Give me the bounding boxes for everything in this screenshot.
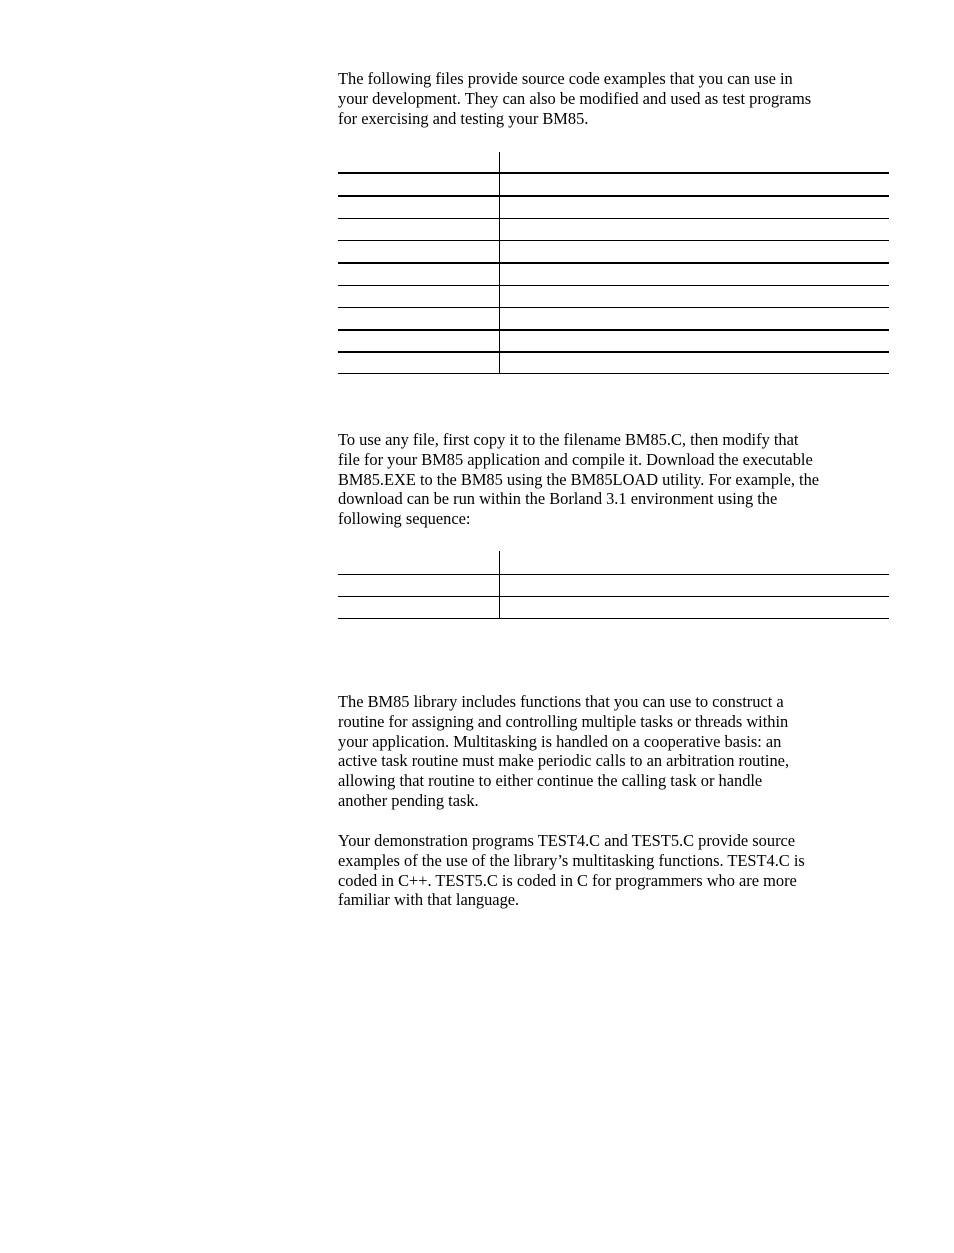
file-table-row-rule (338, 218, 889, 219)
usage-line-3: BM85.EXE to the BM85 using the BM85LOAD utility. For example, the (338, 469, 820, 489)
usage-line-4: download can be run within the Borland 3.1 environment using the (338, 489, 778, 509)
usage-paragraph (338, 430, 898, 529)
file-table-row-rule (338, 329, 889, 331)
intro-line-3: for exercising and testing your BM85. (338, 108, 589, 128)
demo-line-3: coded in C++. TEST5.C is coded in C for programmers who are more (338, 870, 797, 890)
demo-line-4: familiar with that language. (338, 890, 520, 910)
usage-line-1: To use any file, first copy it to the filename BM85.C, then modify that (338, 430, 799, 449)
file-table-row-rule (338, 240, 889, 241)
demo-line-2: examples of the use of the library’s multitasking functions. TEST4.C is (338, 850, 805, 870)
file-table-row-rule (338, 351, 889, 353)
intro-line-2: your development. They can also be modified and used as test programs (338, 88, 812, 108)
demo-paragraph (338, 831, 898, 910)
file-table (338, 152, 889, 374)
sequence-table-column-divider (499, 551, 500, 619)
file-table-row-rule (338, 285, 889, 286)
file-table-header-rule (338, 172, 889, 174)
multitask-paragraph (338, 692, 898, 811)
multitask-line-5: allowing that routine to either continue the calling task or handle (338, 771, 763, 791)
multitask-line-6: another pending task. (338, 790, 479, 810)
file-table-bottom-rule (338, 373, 889, 374)
multitask-line-4: active task routine must make periodic calls to an arbitration routine, (338, 751, 790, 771)
sequence-table-header-rule (338, 574, 889, 575)
multitask-line-2: routine for assigning and controlling multiple tasks or threads within (338, 711, 789, 731)
multitask-line-1: The BM85 library includes functions that you can use to construct a (338, 692, 784, 711)
usage-line-5: following sequence: (338, 509, 471, 529)
sequence-table-row-rule (338, 596, 889, 597)
file-table-row-rule (338, 195, 889, 197)
intro-paragraph (338, 69, 898, 128)
demo-line-1: Your demonstration programs TEST4.C and TEST5.C provide source (338, 831, 796, 850)
usage-line-2: file for your BM85 application and compile it. Download the executable (338, 449, 813, 469)
file-table-row-rule (338, 307, 889, 308)
file-table-row-rule (338, 262, 889, 264)
sequence-table (338, 551, 889, 619)
multitask-line-3: your application. Multitasking is handled on a cooperative basis: an (338, 731, 782, 751)
sequence-table-bottom-rule (338, 618, 889, 619)
intro-line-1: The following files provide source code examples that you can use in (338, 69, 793, 88)
